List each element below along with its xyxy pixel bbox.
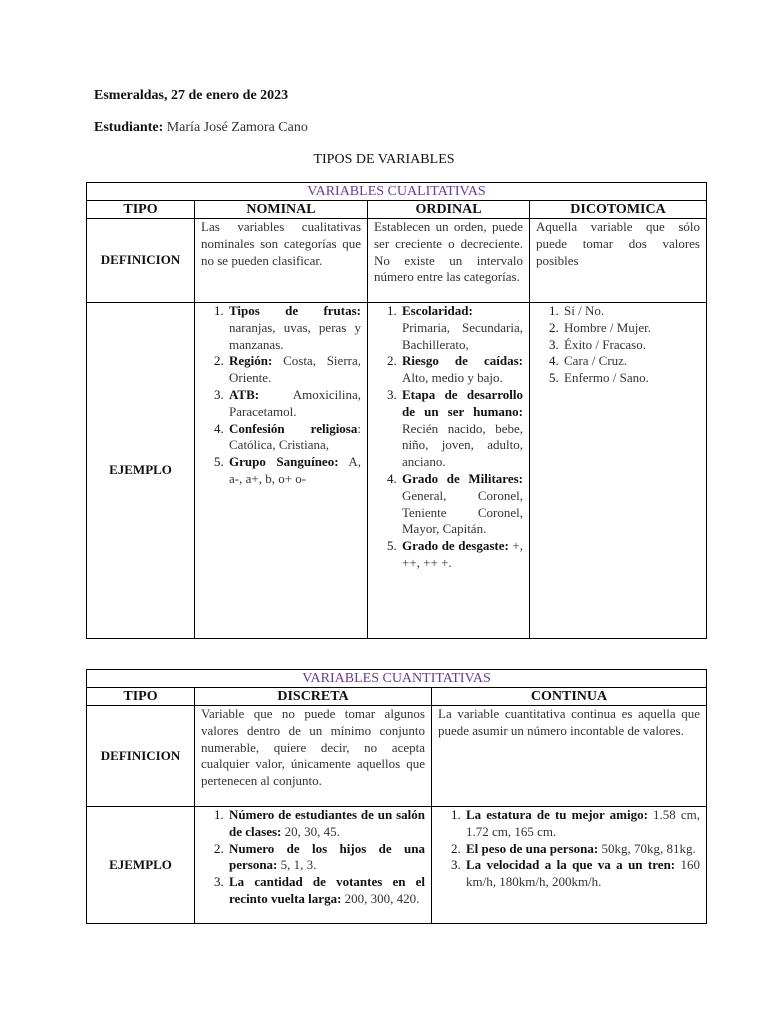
row-label-definicion: DEFINICION xyxy=(87,706,195,807)
list-item: 5. Grupo Sanguíneo: A, a-, a+, b, o+ o- xyxy=(227,454,361,488)
table-cualitativas xyxy=(86,182,707,639)
row-label-ejemplo: EJEMPLO xyxy=(87,303,195,639)
row-label-ejemplo: EJEMPLO xyxy=(87,807,195,924)
col-header-tipo: TIPO xyxy=(87,201,195,219)
list-item: 3. ATB: Amoxicilina, Paracetamol. xyxy=(227,387,361,421)
list-item: 2. Región: Costa, Sierra, Oriente. xyxy=(227,353,361,387)
list-item: 4. Grado de Militares: General, Coronel, Teniente Coronel, Mayor, Capitán. xyxy=(400,471,523,538)
definicion-ordinal: Establecen un orden, puede ser creciente o decreciente. No existe un intervalo número entre las categorías. xyxy=(368,219,530,303)
list-item: 5. Grado de desgaste: +, ++, ++ +. xyxy=(400,538,523,572)
list-ejemplo-dicotomica xyxy=(536,303,700,387)
list-item: 4. Cara / Cruz. xyxy=(562,353,700,370)
list-item: 3. La velocidad a la que va a un tren: 160 km/h, 180km/h, 200km/h. xyxy=(464,857,700,891)
definicion-nominal: Las variables cualitativas nominales son categorías que no se pueden clasificar. xyxy=(195,219,368,303)
list-ejemplo-continua xyxy=(438,807,700,891)
ejemplo-discreta xyxy=(195,807,432,924)
row-label-definicion: DEFINICION xyxy=(87,219,195,303)
list-item: 2. Riesgo de caídas: Alto, medio y bajo. xyxy=(400,353,523,387)
list-item: 2. Numero de los hijos de una persona: 5, 1, 3. xyxy=(227,841,425,875)
col-header-continua: CONTINUA xyxy=(432,688,707,706)
list-item: 1. Número de estudiantes de un salón de clases: 20, 30, 45. xyxy=(227,807,425,841)
list-item: 2. Hombre / Mujer. xyxy=(562,320,700,337)
list-item: 5. Enfermo / Sano. xyxy=(562,370,700,387)
col-header-dicotomica: DICOTOMICA xyxy=(530,201,707,219)
definicion-discreta: Variable que no puede tomar algunos valores dentro de un mínimo conjunto numerable, quiere decir, no acepta cualquier valor, únicamente aquellos que pertenecen al conjunto. xyxy=(195,706,432,807)
col-header-ordinal: ORDINAL xyxy=(368,201,530,219)
definicion-continua: La variable cuantitativa continua es aquella que puede asumir un número incontable de valores. xyxy=(432,706,707,807)
table-cuantitativas xyxy=(86,669,707,924)
list-item: 1. Escolaridad: Primaria, Secundaria, Bachillerato, xyxy=(400,303,523,353)
ejemplo-nominal xyxy=(195,303,368,639)
definicion-dicotomica: Aquella variable que sólo puede tomar dos valores posibles xyxy=(530,219,707,303)
list-ejemplo-discreta xyxy=(201,807,425,908)
list-item: 3. Éxito / Fracaso. xyxy=(562,337,700,354)
student-line xyxy=(94,120,308,136)
list-item: 1. Sí / No. xyxy=(562,303,700,320)
col-header-discreta: DISCRETA xyxy=(195,688,432,706)
list-item: 1. La estatura de tu mejor amigo: 1.58 cm, 1.72 cm, 165 cm. xyxy=(464,807,700,841)
banner-cualitativas: VARIABLES CUALITATIVAS xyxy=(87,183,707,201)
list-ejemplo-nominal xyxy=(201,303,361,488)
list-item: 3. La cantidad de votantes en el recinto vuelta larga: 200, 300, 420. xyxy=(227,874,425,908)
banner-cuantitativas: VARIABLES CUANTITATIVAS xyxy=(87,670,707,688)
ejemplo-continua xyxy=(432,807,707,924)
list-item: 4. Confesión religiosa: Católica, Cristiana, xyxy=(227,421,361,455)
list-item: 3. Etapa de desarrollo de un ser humano: Recién nacido, bebe, niño, joven, adulto, anciano. xyxy=(400,387,523,471)
list-item: 1. Tipos de frutas: naranjas, uvas, peras y manzanas. xyxy=(227,303,361,353)
page-title: TIPOS DE VARIABLES xyxy=(313,152,455,167)
student-label: Estudiante: xyxy=(94,120,164,135)
place-date: Esmeraldas, 27 de enero de 2023 xyxy=(94,88,289,103)
ejemplo-ordinal xyxy=(368,303,530,639)
list-ejemplo-ordinal xyxy=(374,303,523,572)
col-header-nominal: NOMINAL xyxy=(195,201,368,219)
col-header-tipo: TIPO xyxy=(87,688,195,706)
list-item: 2. El peso de una persona: 50kg, 70kg, 81kg. xyxy=(464,841,700,858)
ejemplo-dicotomica xyxy=(530,303,707,639)
student-name: María José Zamora Cano xyxy=(166,120,308,135)
